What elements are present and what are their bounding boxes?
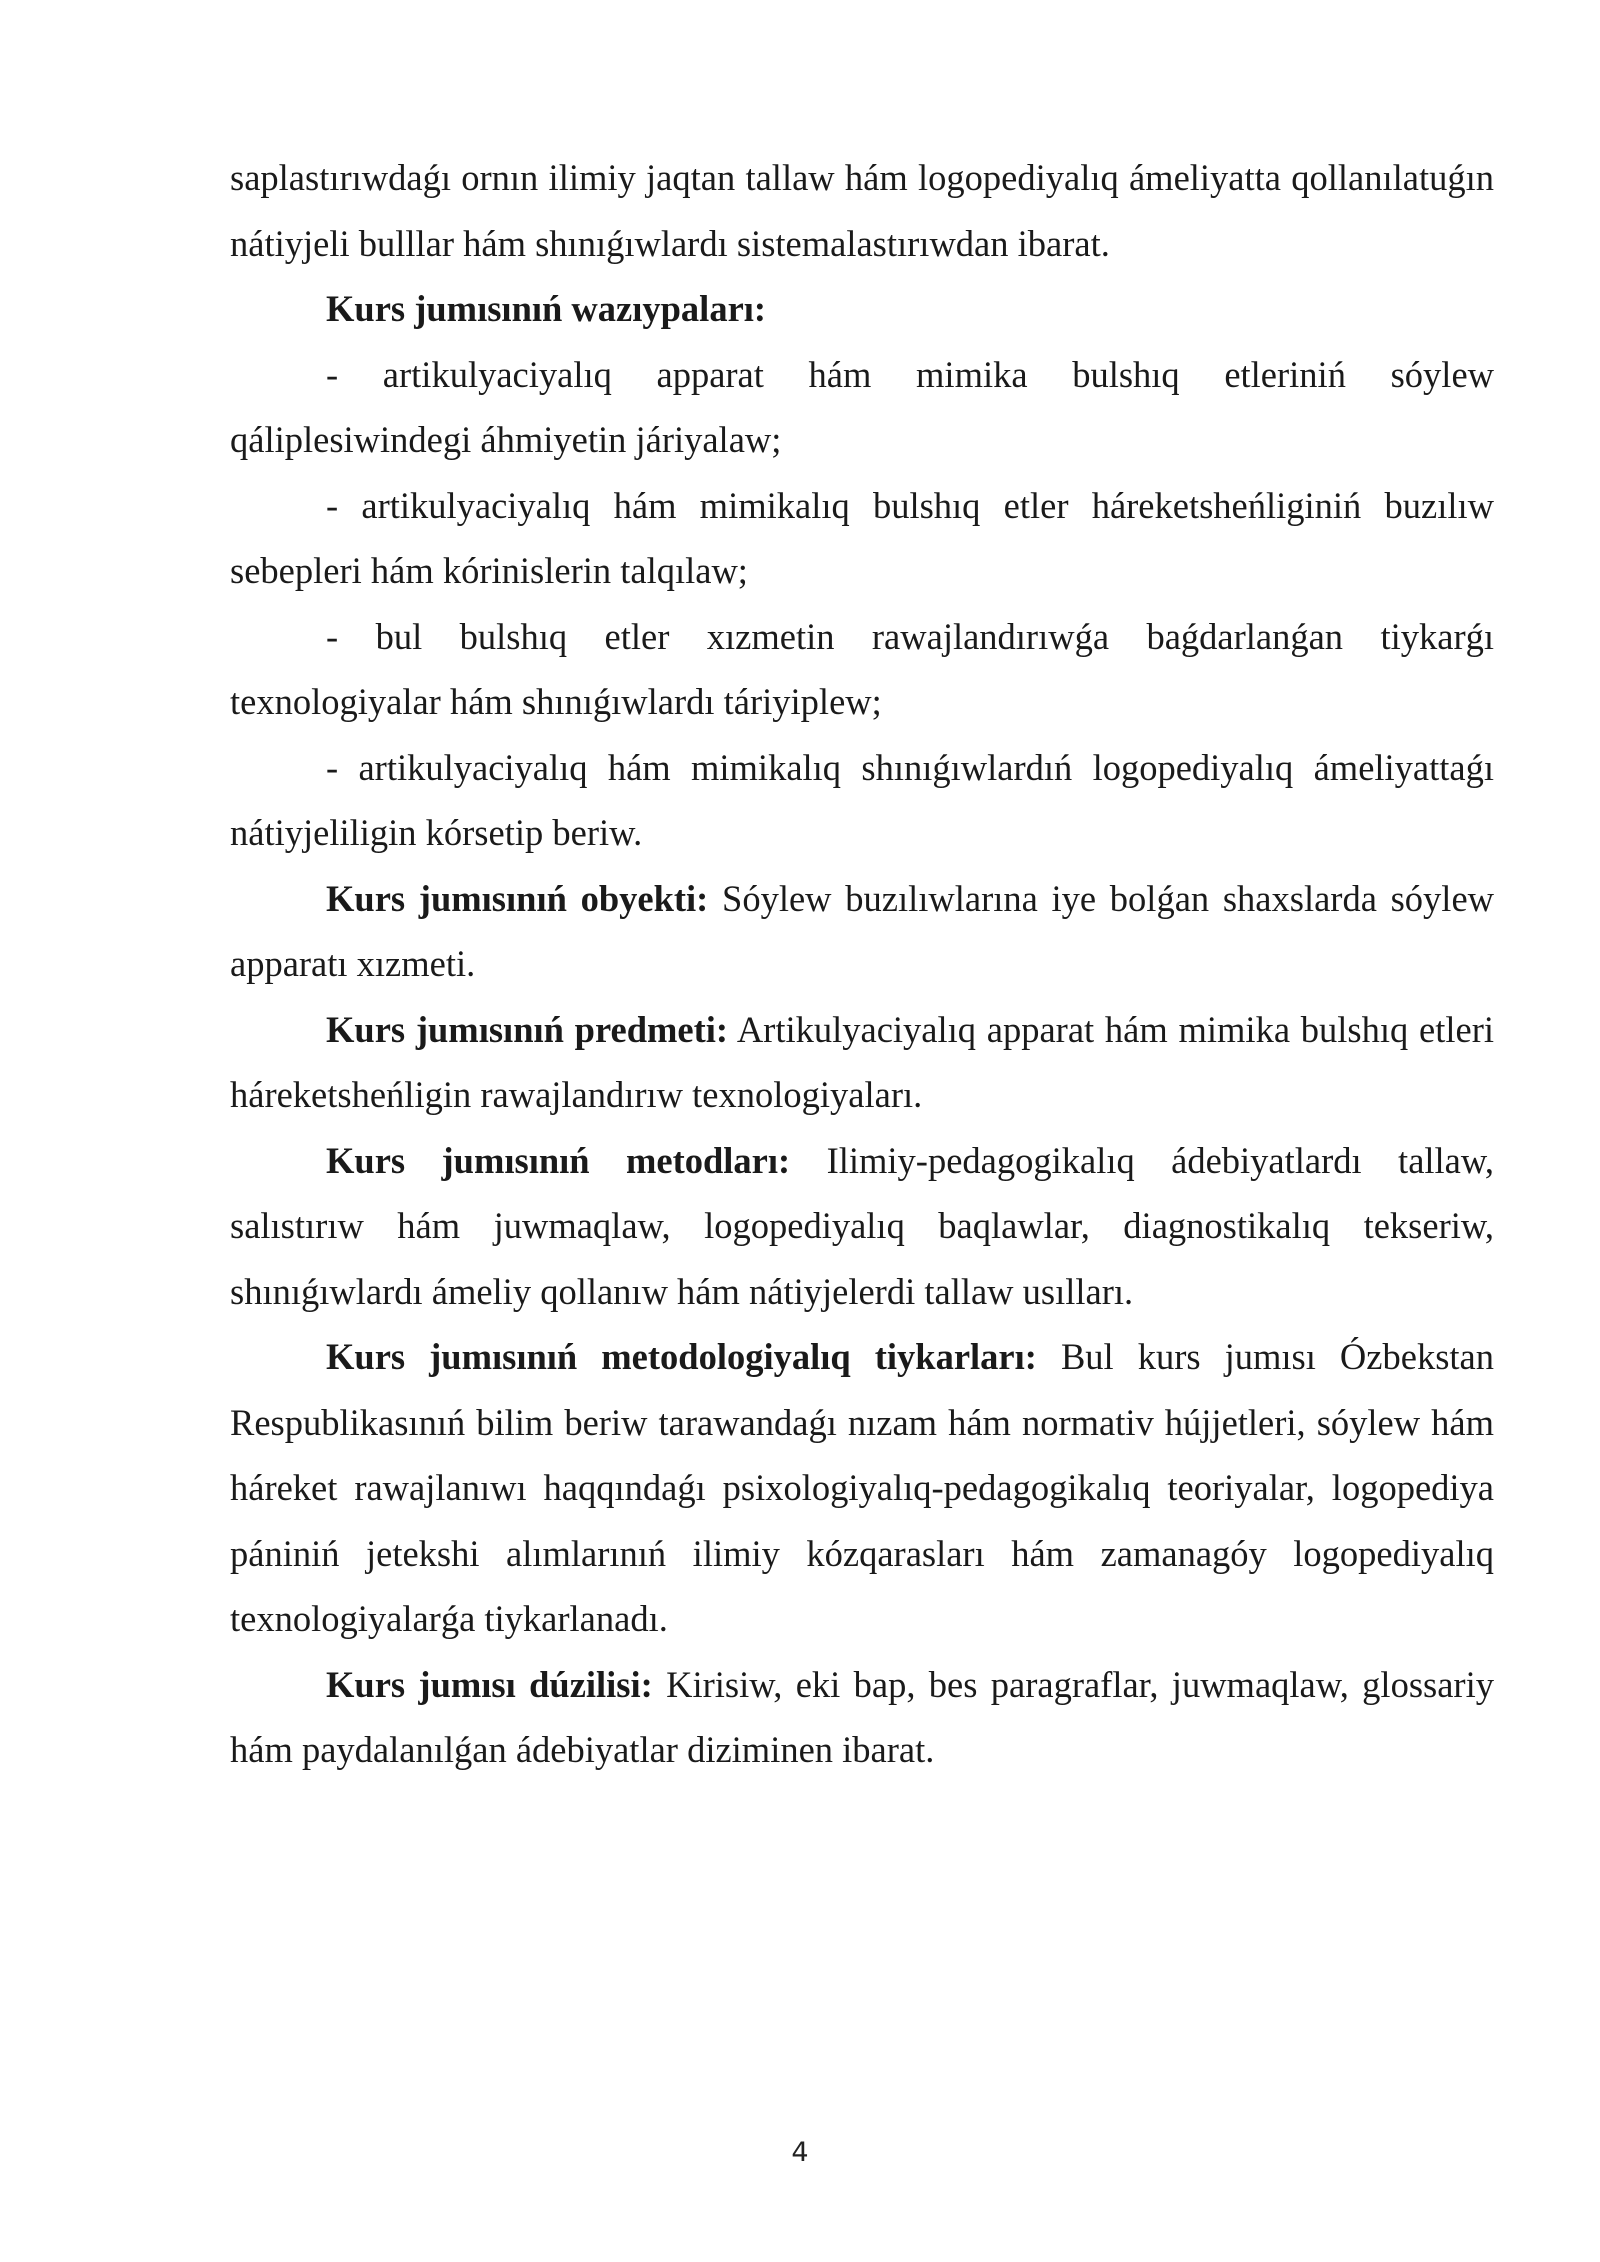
subject-heading: Kurs jumısınıń predmeti: [326, 1008, 729, 1050]
methods-heading: Kurs jumısınıń metodları: [326, 1139, 791, 1181]
paragraph-text: saplastırıwdaǵı ornın ilimiy jaqtan tallaw hám logopediyalıq ámeliyatta qollanılatuǵın nátiyjeli bulllar hám shınıǵıwlardı sistemalastırıwdan ibarat. [230, 157, 1494, 264]
page-body [230, 145, 1494, 1783]
object-paragraph [230, 866, 1494, 997]
methodology-text: Bul kurs jumısı Ózbekstan Respublikasınıń bilim beriw tarawandaǵı nızam hám normativ hújjetleri, sóylew hám háreket rawajlanıwı haqqındaǵı psixologiyalıq-pedagogikalıq teoriyalar, logopediya pániniń jetekshi alımlarınıń ilimiy kózqarasları hám zamanagóy logopediyalıq texnologiyalarǵa tiykarlanadı. [230, 1336, 1494, 1639]
methodology-paragraph [230, 1324, 1494, 1652]
object-heading: Kurs jumısınıń obyekti: [326, 877, 709, 919]
task-item-text: - artikulyaciyalıq hám mimikalıq bulshıq etler háreketsheńliginiń buzılıw sebepleri hám kórinislerin talqılaw; [230, 484, 1494, 591]
methods-paragraph [230, 1128, 1494, 1325]
task-item-2 [230, 473, 1494, 604]
subject-text: Artikulyaciyalıq apparat hám mimika bulshıq etleri háreketsheńligin rawajlandırıw texnologiyaları. [230, 1008, 1494, 1115]
task-item-3 [230, 604, 1494, 735]
task-item-1 [230, 342, 1494, 473]
page-number: 4 [791, 2137, 809, 2168]
methodology-heading: Kurs jumısınıń metodologiyalıq tiykarları: [326, 1336, 1037, 1377]
task-item-text: - bul bulshıq etler xızmetin rawajlandırıwǵa baǵdarlanǵan tiykarǵı texnologiyalar hám shınıǵıwlardı táriyiplew; [230, 615, 1494, 722]
structure-text: Kirisiw, eki bap, bes paragraflar, juwmaqlaw, glossariy hám paydalanılǵan ádebiyatlar diziminen ibarat. [230, 1663, 1494, 1770]
tasks-heading-paragraph [230, 276, 1494, 342]
structure-paragraph [230, 1652, 1494, 1783]
methods-text: Ilimiy-pedagogikalıq ádebiyatlardı tallaw, salıstırıw hám juwmaqlaw, logopediyalıq baqlawlar, diagnostikalıq tekseriw, shınıǵıwlardı ámeliy qollanıw hám nátiyjelerdi tallaw usılları. [230, 1139, 1494, 1312]
task-item-4 [230, 735, 1494, 866]
object-text: Sóylew buzılıwlarına iye bolǵan shaxslarda sóylew apparatı xızmeti. [230, 877, 1495, 984]
tasks-heading: Kurs jumısınıń wazıypaları: [326, 288, 767, 329]
task-item-text: - artikulyaciyalıq hám mimikalıq shınıǵıwlardıń logopediyalıq ámeliyattaǵı nátiyjeliligin kórsetip beriw. [230, 746, 1494, 853]
intro-continuation-paragraph [230, 145, 1494, 276]
subject-paragraph [230, 997, 1494, 1128]
structure-heading: Kurs jumısı dúzilisi: [326, 1663, 653, 1705]
task-item-text: - artikulyaciyalıq apparat hám mimika bulshıq etleriniń sóylew qáliplesiwindegi áhmiyetin járiyalaw; [230, 353, 1494, 460]
